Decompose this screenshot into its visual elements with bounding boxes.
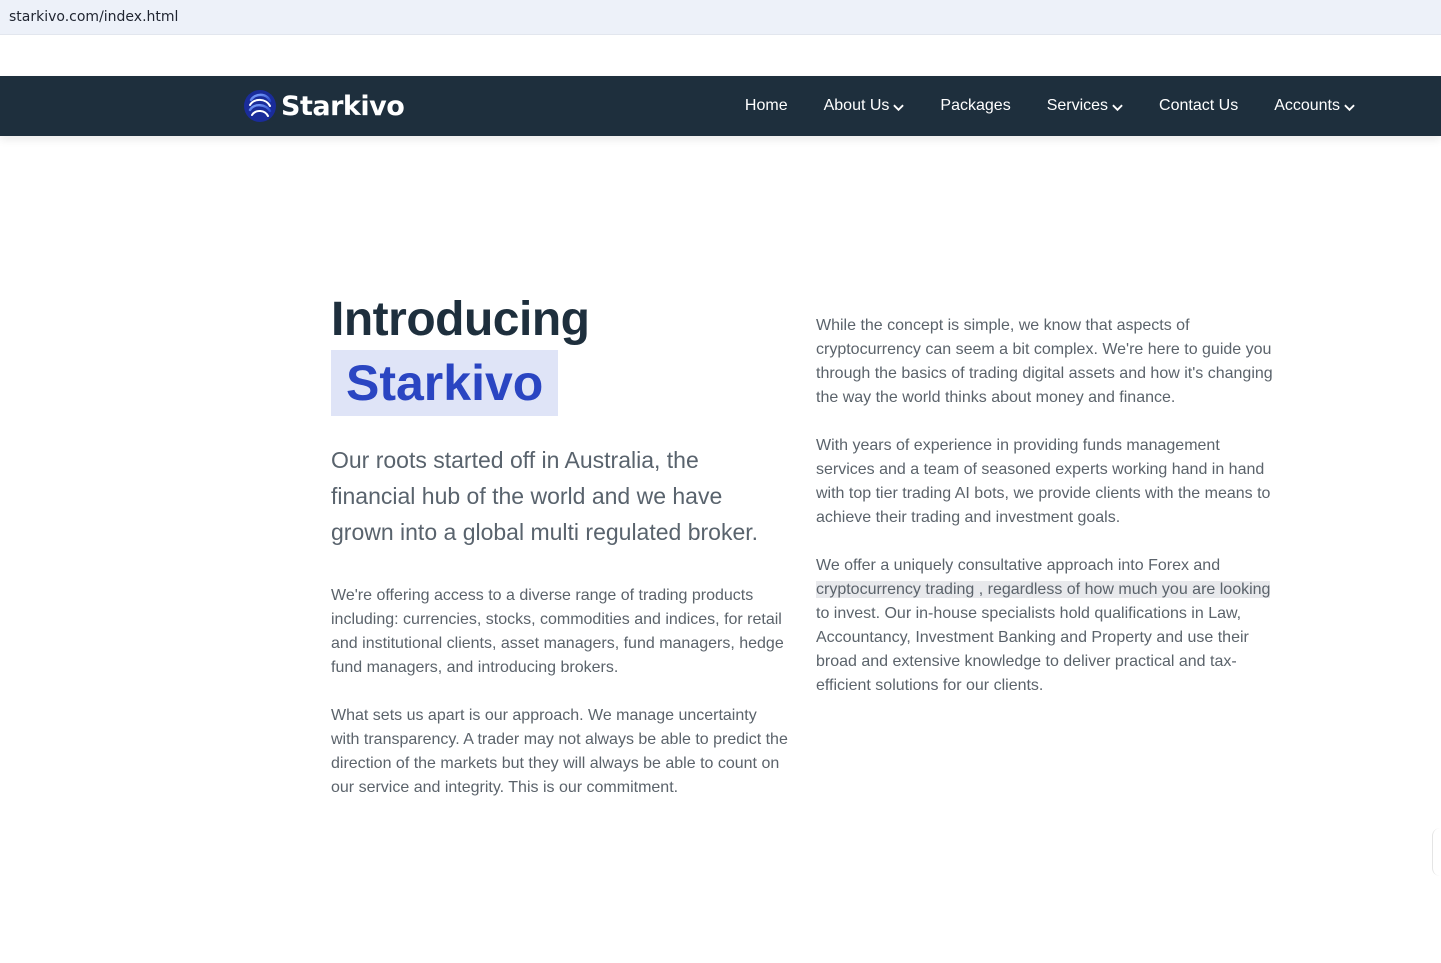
nav-item-packages[interactable] xyxy=(940,97,1010,115)
intro-paragraph-concept: While the concept is simple, we know that aspects of cryptocurrency can seem a bit complex. We're here to guide you through the basics of trading digital assets and how it's changing the way the world thinks about money and finance. xyxy=(816,317,1273,406)
intro-paragraph-products: We're offering access to a diverse range of trading products including: currencies, stocks, commodities and indices, for retail and institutional clients, asset managers, fund managers, hedge fund managers, and introducing brokers. xyxy=(331,587,784,676)
nav-label: Contact Us xyxy=(1159,97,1239,114)
logo-text: Starkivo xyxy=(281,90,405,122)
consultative-text-start: We offer a uniquely consultative approach into Forex and xyxy=(816,557,1221,574)
chevron-down-icon xyxy=(893,102,904,113)
site-logo[interactable] xyxy=(243,88,404,124)
consultative-text-end: to invest. Our in-house specialists hold qualifications in Law, Accountancy, Investment Banking and Property and use their broad and extensive knowledge to deliver practical and tax-efficient solutions for our clients. xyxy=(816,605,1249,694)
nav-item-accounts[interactable] xyxy=(1274,97,1355,115)
nav-label: Services xyxy=(1046,97,1109,114)
nav-item-about-us[interactable] xyxy=(824,97,905,115)
intro-paragraph-experience: With years of experience in providing funds management services and a team of seasoned experts working hand in hand with top tier trading AI bots, we provide clients with the means to achieve their trading and investment goals. xyxy=(816,437,1271,526)
nav-item-contact-us[interactable] xyxy=(1159,97,1238,115)
main-nav xyxy=(709,76,1355,136)
brand-highlight: Starkivo xyxy=(331,350,558,416)
intro-heading: Introducing xyxy=(331,293,590,346)
nav-label: About Us xyxy=(823,97,890,114)
chevron-down-icon xyxy=(1112,102,1123,113)
nav-label: Accounts xyxy=(1274,97,1340,114)
selected-text-highlight: cryptocurrency trading , regardless of how much you are looking xyxy=(816,581,1271,598)
nav-item-services[interactable] xyxy=(1047,97,1123,115)
scroll-to-top-tab[interactable] xyxy=(1432,828,1441,876)
intro-lead: Our roots started off in Australia, the financial hub of the world and we have grown into a global multi regulated broker. xyxy=(331,447,759,545)
browser-address-bar[interactable] xyxy=(0,0,1441,35)
chevron-down-icon xyxy=(1344,102,1355,113)
url-text[interactable]: starkivo.com/index.html xyxy=(9,9,179,25)
intro-paragraph-consultative xyxy=(816,554,1282,698)
starkivo-swirl-icon xyxy=(243,89,277,123)
nav-label: Home xyxy=(744,97,788,114)
intro-paragraph-approach: What sets us apart is our approach. We manage uncertainty with transparency. A trader may not always be able to predict the direction of the markets but they will always be able to count on our service and integrity. This is our commitment. xyxy=(331,707,788,796)
intro-right-column xyxy=(816,314,1282,698)
nav-item-home[interactable] xyxy=(745,97,788,115)
nav-label: Packages xyxy=(940,97,1011,114)
site-navbar xyxy=(0,76,1441,136)
intro-left-column xyxy=(331,292,789,800)
